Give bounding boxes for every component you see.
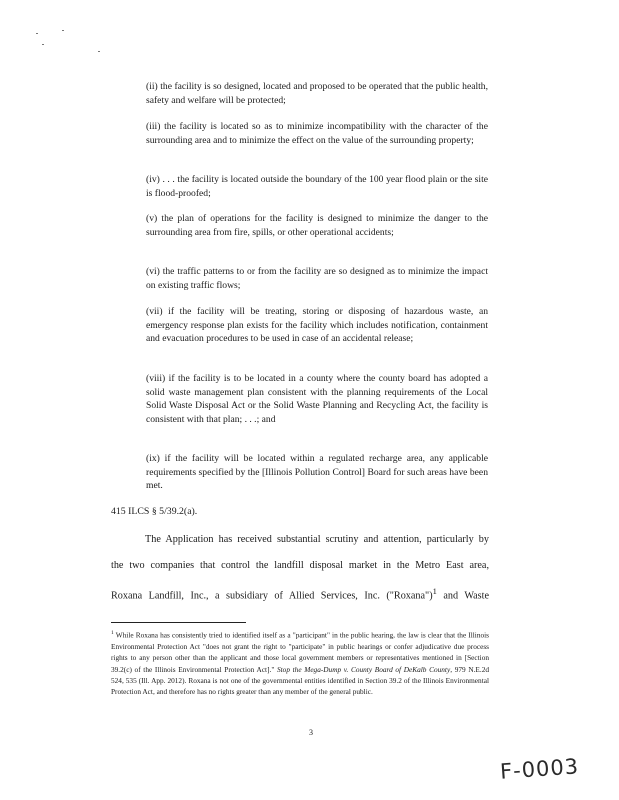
scan-speck bbox=[42, 44, 44, 45]
footnote bbox=[111, 628, 489, 698]
footnote-text: , 979 N.E.2d 524, 535 (Ill. App. 2012). Roxana is not one of the governmental entities identified in Section 39.2 of the Illinois Environmental Protection Act, and therefore has no rights greater than any member of the general public. bbox=[111, 664, 489, 697]
body-line-text: Roxana Landfill, Inc., a subsidiary of Allied Services, Inc. ("Roxana") bbox=[111, 590, 433, 602]
criterion-v: (v) the plan of operations for the facility is designed to minimize the danger to the surrounding area from fire, spills, or other operational accidents; bbox=[146, 213, 488, 238]
criterion-ix: (ix) if the facility will be located within a regulated recharge area, any applicable requirements specified by the [Illinois Pollution Control] Board for such areas have been met. bbox=[146, 453, 488, 492]
footnote-case-name: Stop the Mega-Dump v. County Board of DeKalb County bbox=[277, 664, 451, 674]
criterion-iii: (iii) the facility is located so as to minimize incompatibility with the character of the surrounding area and to minimize the effect on the value of the surrounding property; bbox=[146, 121, 488, 146]
criterion-viii: (viii) if the facility is to be located in a county where the county board has adopted a solid waste management plan consistent with the planning requirements of the Local Solid Waste Disposal Act or the Solid Waste Planning and Recycling Act, the facility is consistent with that plan; . . .; and bbox=[146, 373, 488, 425]
bates-stamp: F-0003 bbox=[499, 754, 580, 784]
criterion-vi: (vi) the traffic patterns to or from the facility are so designed as to minimize the impact on existing traffic flows; bbox=[146, 266, 488, 291]
body-line: The Application has received substantial scrutiny and attention, particularly by bbox=[145, 534, 489, 545]
page-number: 3 bbox=[309, 728, 313, 737]
footnote-marker: 1 bbox=[111, 630, 114, 636]
footnote-reference: 1 bbox=[432, 586, 437, 596]
statute-citation: 415 ILCS § 5/39.2(a). bbox=[111, 506, 198, 517]
footnote-divider bbox=[111, 622, 246, 623]
criterion-iv: (iv) . . . the facility is located outside the boundary of the 100 year flood plain or the site is flood-proofed; bbox=[146, 174, 488, 199]
scan-speck bbox=[98, 51, 100, 52]
criterion-vii: (vii) if the facility will be treating, storing or disposing of hazardous waste, an emergency response plan exists for the facility which includes notification, containment and evacuation procedures to be used in case of an accidental release; bbox=[146, 306, 488, 345]
footnote-text: While Roxana has consistently tried to identified itself as a "participant" in the public hearing, the law is clear that the Illinois Environmental Protection Act "does not grant the right to "participate" in public hearings or confer adjudicative due process rights to any person other than the applicant and those local government members or representatives mentioned in [Section 39.2(c) of the Illinois Environmental Protection Act]." bbox=[111, 630, 489, 674]
body-line bbox=[111, 585, 489, 602]
scan-speck bbox=[62, 30, 64, 31]
body-line-text: and Waste bbox=[436, 590, 489, 602]
criterion-ii: (ii) the facility is so designed, located and proposed to be operated that the public health, safety and welfare will be protected; bbox=[146, 81, 488, 106]
scan-speck bbox=[36, 33, 38, 34]
body-line: the two companies that control the landfill disposal market in the Metro East area, bbox=[111, 560, 489, 571]
